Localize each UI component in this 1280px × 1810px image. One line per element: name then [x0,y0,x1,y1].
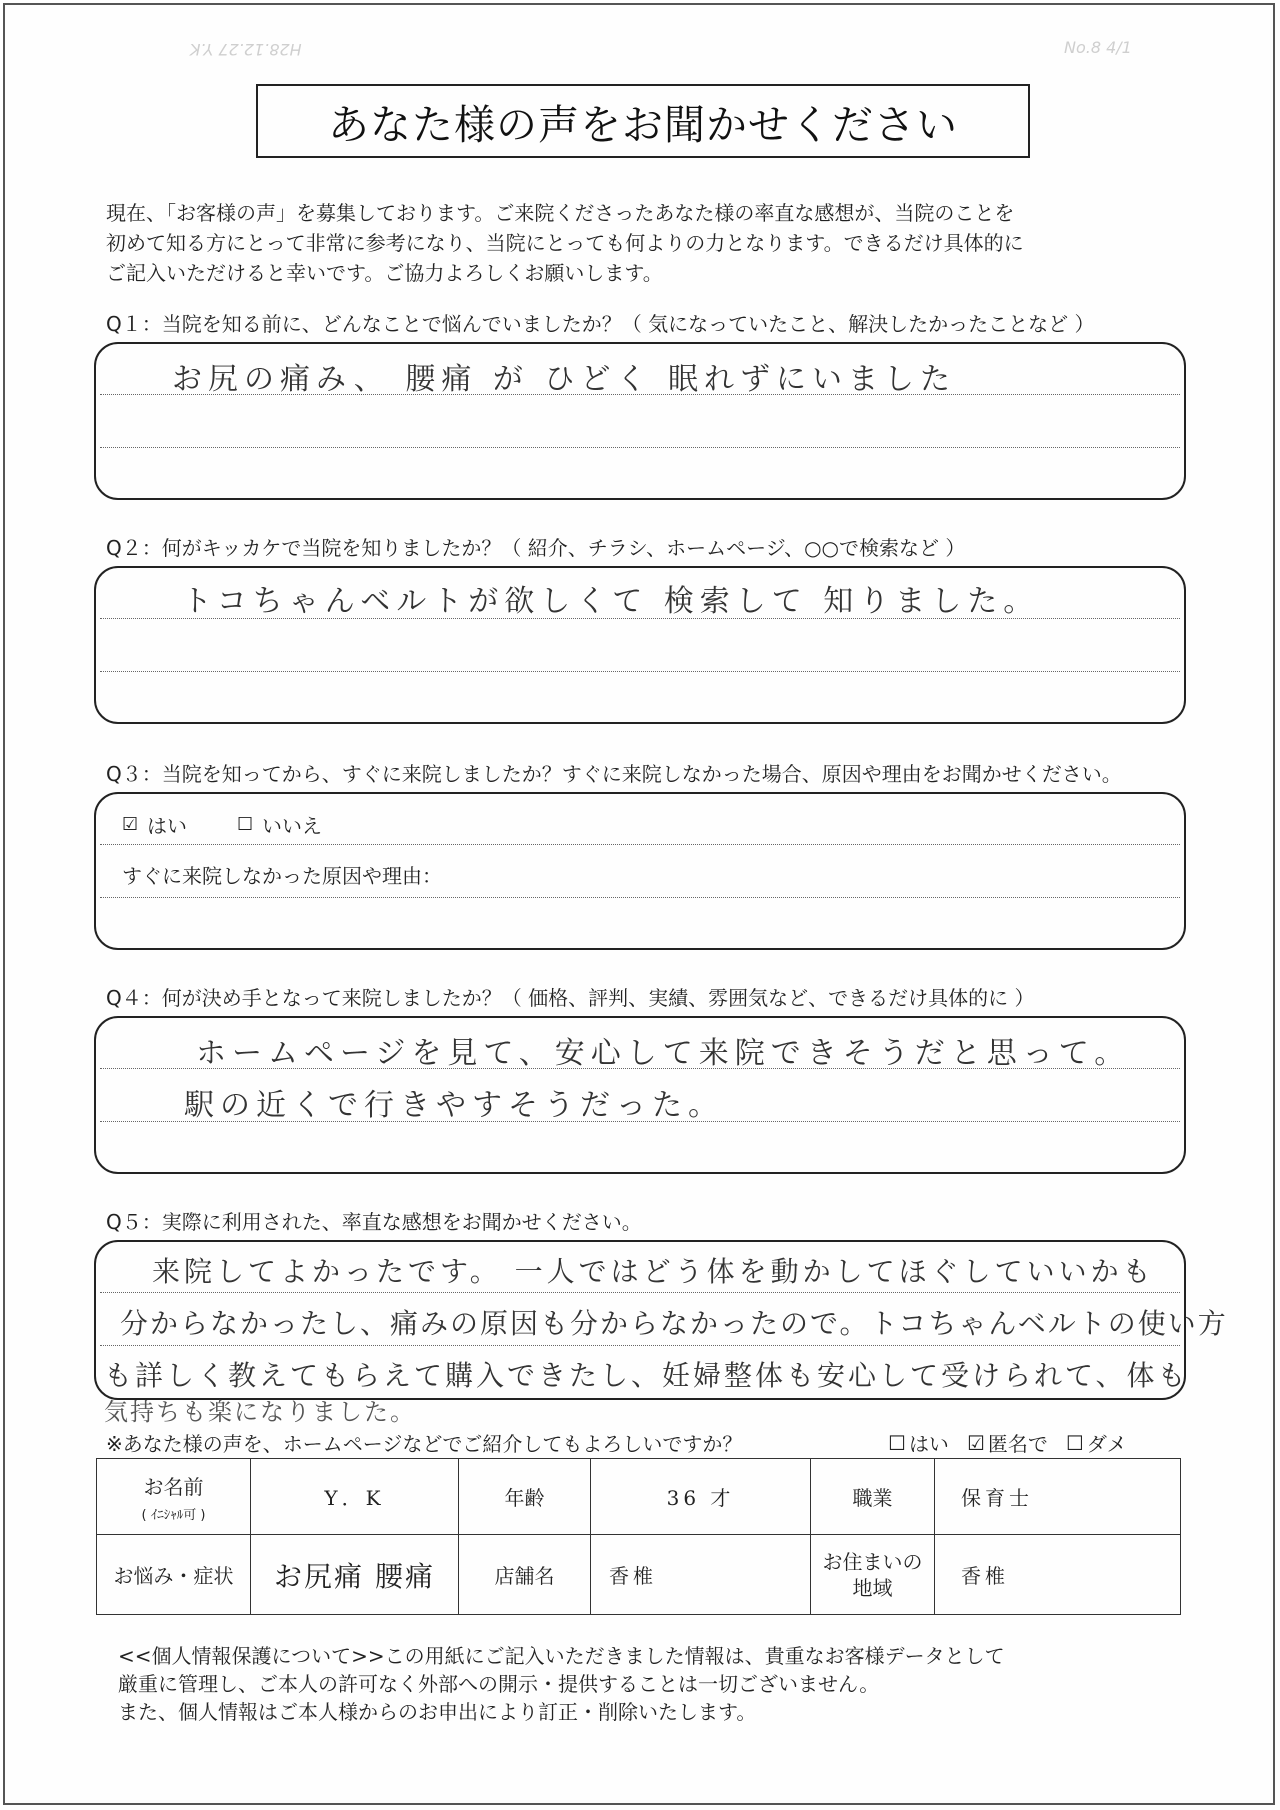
consent-option-no[interactable] [1066,1428,1127,1457]
job-field[interactable]: 保育士 [935,1459,1181,1535]
privacy-notice [118,1642,1005,1726]
name-label-sub: ( ｲﾆｼｬﾙ可 ) [141,1507,206,1523]
symptom-field[interactable]: お尻痛 腰痛 [251,1535,459,1615]
q5-answer-line: 気持ちも楽になりました。 [104,1398,416,1426]
checked-checkbox-icon[interactable]: ☑ [122,814,139,835]
q3-option-yes-label: はい [147,814,187,838]
q5-question: Q５：実際に利用された、率直な感想をお聞かせください。 [106,1210,642,1234]
q5-answer-line: 来院してよかったです。 一人ではどう体を動かしてほぐしていいかも [152,1255,1155,1288]
q4-answer-line: 駅の近くで行きやすそうだった。 [184,1088,724,1123]
checkbox-icon[interactable]: ☐ [1065,1430,1084,1455]
q3-question: Q３：当院を知ってから、すぐに来院しましたか？すぐに来院しなかった場合、原因や理由をお聞かせください。 [106,762,1122,786]
store-label: 店舗名 [459,1535,591,1615]
ruled-line [100,844,1180,845]
q3-reason-label: すぐに来院しなかった原因や理由： [122,864,442,888]
q4-answer-line: ホームページを見て、安心して来院できそうだと思って。 [196,1036,1131,1071]
q3-option-no-label: いいえ [262,814,322,838]
consent-option-anonymous[interactable] [967,1428,1048,1457]
faint-note-top-right: No.8 4/1 [1064,38,1132,57]
ruled-line [100,897,1180,898]
intro-text [106,198,1186,288]
q4-question: Q４：何が決め手となって来院しましたか？（ 価格、評判、実績、雰囲気など、できるだけ具体的に ） [106,986,1035,1010]
q2-answer-line: トコちゃんベルトが欲しくて 検索して 知りました。 [182,584,1040,619]
privacy-line: 厳重に管理し、ご本人の許可なく外部への開示・提供することは一切ございません。 [118,1672,880,1696]
name-label: お名前 [143,1474,204,1499]
checked-checkbox-icon[interactable]: ☑ [966,1430,985,1455]
consent-option-anonymous-label: 匿名で [987,1432,1048,1456]
ruled-line [100,447,1180,448]
intro-line: ご記入いただけると幸いです。ご協力よろしくお願いします。 [106,261,663,285]
consent-options [888,1428,1127,1457]
age-label: 年齢 [459,1459,591,1535]
ruled-line [100,1292,1180,1293]
q1-answer-box[interactable] [94,342,1186,500]
age-field[interactable]: 36 才 [591,1459,811,1535]
name-field[interactable]: Y．K [251,1459,459,1535]
q3-options [122,810,322,839]
page-title: あなた様の声をお聞かせください [256,84,1030,158]
area-label: お住まいの地域 [811,1535,935,1615]
q5-answer-line: 分からなかったし、痛みの原因も分からなかったので。トコちゃんベルトの使い方 [120,1307,1228,1340]
checkbox-icon[interactable]: ☐ [237,814,254,835]
ruled-line [100,671,1180,672]
area-field[interactable]: 香椎 [935,1535,1181,1615]
info-row [97,1459,1181,1535]
ruled-line [100,1345,1180,1346]
q2-question: Q２：何がキッカケで当院を知りましたか？（ 紹介、チラシ、ホームページ、○○で検索など ） [106,536,966,560]
q1-question: Q１：当院を知る前に、どんなことで悩んでいましたか？（ 気になっていたこと、解決したかったことなど ） [106,312,1095,336]
symptom-label: お悩み・症状 [97,1535,251,1615]
faint-note-top-left: H28.12.27 Y.K [190,40,302,59]
consent-option-yes[interactable] [888,1428,949,1457]
q4-answer-box[interactable] [94,1016,1186,1174]
q3-answer-box[interactable] [94,792,1186,950]
privacy-line: <<個人情報保護について>>この用紙にご記入いただきました情報は、貴重なお客様データとして [118,1644,1005,1668]
store-field[interactable]: 香椎 [591,1535,811,1615]
checkbox-icon[interactable]: ☐ [888,1430,906,1455]
q3-option-yes[interactable] [122,810,187,839]
name-label-cell [97,1459,251,1535]
q5-answer-box[interactable] [94,1240,1228,1426]
intro-line: 現在、「お客様の声」を募集しております。ご来院くださったあなた様の率直な感想が、当院のことを [106,201,1015,225]
q3-option-no[interactable] [237,810,322,839]
consent-option-yes-label: はい [908,1432,949,1456]
consent-question: ※あなた様の声を、ホームページなどでご紹介してもよろしいですか？ [106,1432,743,1456]
job-label: 職業 [811,1459,935,1535]
info-table [96,1458,1181,1615]
info-row [97,1535,1181,1615]
q5-answer-line: も詳しく教えてもらえて購入できたし、妊婦整体も安心して受けられて、体も [104,1359,1189,1392]
intro-line: 初めて知る方にとって非常に参考になり、当院にとっても何よりの力となります。できるだけ具体的に [106,231,1024,255]
q2-answer-box[interactable] [94,566,1186,724]
consent-option-no-label: ダメ [1086,1432,1127,1456]
q1-answer-line: お尻の痛み、 腰痛 が ひどく 眠れずにいました [172,362,956,397]
privacy-line: また、個人情報はご本人様からのお申出により訂正・削除いたします。 [118,1700,757,1724]
